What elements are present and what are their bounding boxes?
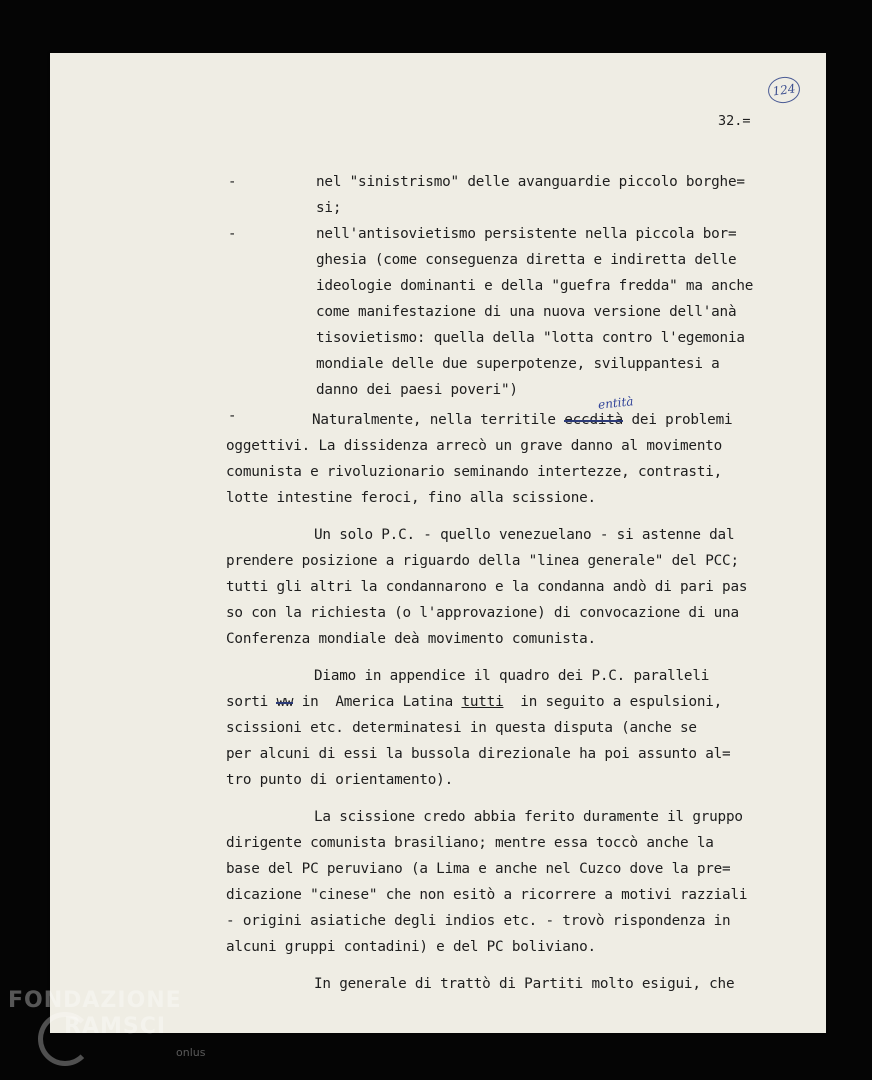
text-line: tutti gli altri la condannarono e la condanna andò di pari pas	[226, 579, 748, 595]
text-line: La scissione credo abbia ferito duramente il gruppo	[314, 809, 743, 825]
text-line: nell'antisovietismo persistente nella piccola bor=	[316, 226, 737, 242]
struck-word: eccdità	[564, 412, 624, 428]
text-line: Un solo P.C. - quello venezuelano - si astenne dal	[314, 527, 735, 543]
text-line: Naturalmente, nella territile eccdità dei problemi	[312, 412, 733, 428]
text-line: oggettivi. La dissidenza arrecò un grave danno al movimento	[226, 438, 723, 454]
underlined-word: tutti	[461, 694, 504, 710]
watermark-logo	[8, 988, 206, 1059]
text-line: alcuni gruppi contadini) e del PC boliviano.	[226, 939, 596, 955]
bullet-dash: -	[228, 174, 237, 190]
text-line: come manifestazione di una nuova versione dell'anà	[316, 304, 737, 320]
bullet-dash: -	[228, 226, 237, 242]
text-line: danno dei paesi poveri")	[316, 382, 518, 398]
text-line: comunista e rivoluzionario seminando intertezze, contrasti,	[226, 464, 723, 480]
text-line: Diamo in appendice il quadro dei P.C. paralleli	[314, 668, 710, 684]
text-line: prendere posizione a riguardo della "linea generale" del PCC;	[226, 553, 739, 569]
page-stamp: 124	[766, 75, 801, 105]
text-line: si;	[316, 200, 342, 216]
document-page	[50, 53, 826, 1033]
handwritten-annotation: entità	[597, 394, 635, 412]
struck-word: ww	[276, 694, 294, 710]
text-line: Conferenza mondiale deà movimento comunista.	[226, 631, 596, 647]
text-line: per alcuni di essi la bussola direzionale ha poi assunto al=	[226, 746, 731, 762]
text-line: ideologie dominanti e della "guefra fredda" ma anche	[316, 278, 754, 294]
logo-text-line2: RAMSCI	[64, 1014, 167, 1039]
logo-text-line1: FONDAZIONE	[8, 988, 182, 1013]
text-line: tro punto di orientamento).	[226, 772, 454, 788]
text-line: scissioni etc. determinatesi in questa disputa (anche se	[226, 720, 697, 736]
text-line: nel "sinistrismo" delle avanguardie piccolo borghe=	[316, 174, 745, 190]
bullet-dash: -	[228, 408, 237, 424]
text-line: dicazione "cinese" che non esitò a ricorrere a motivi razziali	[226, 887, 748, 903]
page-number: 32.=	[718, 113, 751, 129]
text-line: tisovietismo: quella della "lotta contro l'egemonia	[316, 330, 745, 346]
text-line: In generale di trattò di Partiti molto esigui, che	[314, 976, 735, 992]
text-line: dirigente comunista brasiliano; mentre essa toccò anche la	[226, 835, 714, 851]
text-line: sorti ww in America Latina tutti in seguito a espulsioni,	[226, 694, 723, 710]
text-line: so con la richiesta (o l'approvazione) di convocazione di una	[226, 605, 739, 621]
text-line: base del PC peruviano (a Lima e anche nel Cuzco dove la pre=	[226, 861, 731, 877]
text-line: - origini asiatiche degli indios etc. - trovò rispondenza in	[226, 913, 731, 929]
text-line: lotte intestine feroci, fino alla scissione.	[226, 490, 596, 506]
text-line: ghesia (come conseguenza diretta e indiretta delle	[316, 252, 737, 268]
text-line: mondiale delle due superpotenze, sviluppantesi a	[316, 356, 720, 372]
logo-text-line3: onlus	[176, 1046, 206, 1059]
